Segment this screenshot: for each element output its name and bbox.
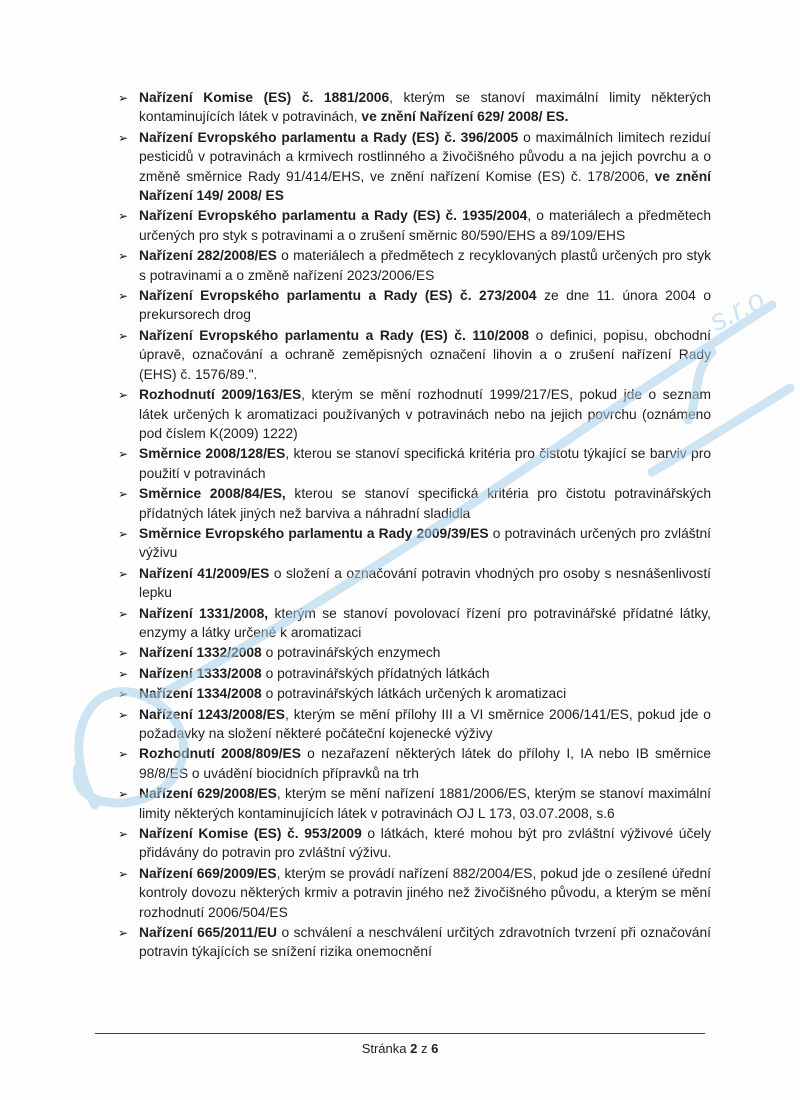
- arrow-bullet-icon: ➢: [118, 707, 129, 722]
- arrow-bullet-icon: ➢: [118, 866, 129, 881]
- list-item: [117, 444, 711, 483]
- list-item: [117, 484, 711, 523]
- item-text: o látkách, které mohou být pro zvláštní výživové účely přidávány do potravin pro zvláštní výživu.: [139, 826, 711, 861]
- list-item: [117, 524, 711, 563]
- list-item: [117, 128, 711, 206]
- item-text-bold: Směrnice 2008/84/ES,: [139, 486, 286, 502]
- item-text: o schválení a neschválení určitých zdravotních tvrzení při označování potravin týkajících se snížení rizika onemocnění: [139, 925, 711, 960]
- item-text: , kterým se mění přílohy III a VI směrnice 2006/141/ES, pokud jde o požadavky na složení některé počáteční kojenecké výživy: [139, 706, 711, 741]
- list-item: [117, 246, 711, 285]
- list-item: [117, 664, 711, 683]
- item-text-bold: Nařízení 41/2009/ES: [139, 565, 270, 581]
- footer-page-number: 2: [410, 1041, 418, 1056]
- arrow-bullet-icon: ➢: [118, 289, 129, 304]
- item-text: , kterým se mění nařízení 1881/2006/ES, kterým se stanoví maximální limity některých kontaminujících látek v potravinách OJ L 173, 03.07.2008, s.6: [139, 786, 712, 821]
- list-item: [117, 206, 711, 245]
- item-text: o potravinách určených pro zvláštní výživu: [139, 525, 711, 561]
- list-item: [117, 564, 711, 603]
- watermark-sro-text: s.r.o.: [704, 279, 778, 339]
- item-text-bold: Nařízení Evropského parlamentu a Rady (ES) č. 273/2004: [139, 288, 537, 304]
- item-text: o potravinářských enzymech: [261, 645, 441, 661]
- item-text-bold: Směrnice 2008/128/ES: [139, 446, 286, 462]
- item-text-bold: Nařízení 669/2009/ES: [139, 865, 277, 881]
- item-text-bold: Směrnice Evropského parlamentu a Rady 2009/39/ES: [139, 525, 489, 541]
- list-item: [117, 684, 711, 703]
- item-text-bold: Nařízení Evropského parlamentu a Rady (ES) č. 110/2008: [139, 327, 530, 343]
- list-item: [117, 385, 711, 443]
- arrow-bullet-icon: ➢: [118, 91, 129, 105]
- arrow-bullet-icon: ➢: [118, 526, 129, 541]
- footer-prefix: Stránka: [361, 1041, 411, 1056]
- arrow-bullet-icon: ➢: [118, 827, 129, 842]
- arrow-bullet-icon: ➢: [118, 249, 129, 264]
- page-content: [117, 88, 711, 963]
- item-text-bold: Nařízení 1334/2008: [139, 686, 262, 702]
- footer-total-pages: 6: [431, 1041, 439, 1056]
- item-text: o definici, popisu, obchodní úpravě, označování a ochraně zeměpisných označení lihovin a o zrušení nařízení Rady (EHS) č. 1576/89.".: [139, 327, 711, 382]
- item-text: kterou se stanoví specifická kritéria pro čistotu potravinářských přídatných látek jiných než barviva a náhradní sladidla: [139, 486, 711, 521]
- item-text: o potravinářských přídatných látkách: [261, 665, 490, 681]
- item-text-bold: Nařízení 1243/2008/ES: [139, 706, 286, 722]
- list-item: [117, 864, 711, 922]
- item-text: , kterým se provádí nařízení 882/2004/ES, pokud jde o zesílené úřední kontroly dovozu některých krmiv a potravin jiného než živočišného původu, a kterým se mění rozhodnutí 2006/504/ES: [139, 865, 711, 920]
- item-text: , kterou se stanoví specifická kritéria pro čistotu týkající se barviv pro použití v potravinách: [139, 446, 711, 481]
- list-item: [117, 784, 711, 823]
- list-item: [117, 824, 711, 863]
- list-item: [117, 604, 711, 643]
- item-text: kterým se stanoví povolovací řízení pro potravinářské přídatné látky, enzymy a látky určené k aromatizaci: [139, 605, 711, 640]
- list-item: [117, 88, 711, 127]
- item-text-bold: Nařízení Komise (ES) č. 1881/2006: [139, 90, 390, 105]
- item-text: , o materiálech a předmětech určených pro styk s potravinami a o zrušení směrnic 80/590/EHS a 89/109/EHS: [139, 208, 712, 243]
- list-item: [117, 705, 711, 744]
- arrow-bullet-icon: ➢: [118, 209, 129, 224]
- arrow-bullet-icon: ➢: [118, 687, 129, 702]
- item-text: o nezařazení některých látek do přílohy I, IA nebo IB směrnice 98/8/ES o uvádění biocidních přípravků na trh: [139, 746, 711, 781]
- arrow-bullet-icon: ➢: [118, 388, 129, 403]
- item-text: o složení a označování potravin vhodných pro osoby s nesnášenlivostí lepku: [139, 565, 711, 601]
- item-text-bold: Nařízení Komise (ES) č. 953/2009: [139, 826, 362, 842]
- item-text-bold: ve znění Nařízení 629/ 2008/ ES.: [361, 109, 569, 125]
- arrow-bullet-icon: ➢: [118, 646, 129, 661]
- list-item: [117, 923, 711, 962]
- item-text-bold: Nařízení 629/2008/ES: [139, 786, 277, 802]
- arrow-bullet-icon: ➢: [118, 787, 129, 802]
- item-text: o maximálních limitech reziduí pesticidů v potravinách a krmivech rostlinného a živočišného původu a na jejich povrchu a o změně směrnice Rady 91/414/EHS, ve znění nařízení Komise (ES) č. 178/2006,: [139, 129, 711, 184]
- item-text: o materiálech a předmětech z recyklovaných plastů určených pro styk s potravinami a o změně nařízení 2023/2006/ES: [139, 248, 712, 283]
- arrow-bullet-icon: ➢: [118, 666, 129, 681]
- item-text: o potravinářských látkách určených k aromatizaci: [261, 686, 567, 702]
- item-text-bold: Nařízení Evropského parlamentu a Rady (ES) č. 1935/2004: [139, 208, 528, 224]
- item-text-bold: Rozhodnutí 2009/163/ES: [139, 387, 302, 403]
- arrow-bullet-icon: ➢: [118, 447, 129, 462]
- arrow-bullet-icon: ➢: [118, 606, 129, 621]
- page-footer: [95, 1033, 705, 1056]
- item-text-bold: Nařízení 282/2008/ES: [139, 248, 277, 264]
- list-item: [117, 744, 711, 783]
- item-text: ze dne 11. února 2004 o prekursorech drog: [139, 288, 712, 323]
- item-text-bold: Nařízení Evropského parlamentu a Rady (ES) č. 396/2005: [139, 129, 519, 145]
- item-text-bold: Rozhodnutí 2008/809/ES: [139, 746, 301, 762]
- item-text: , kterým se stanoví maximální limity některých kontaminujících látek v potravinách,: [139, 90, 711, 125]
- footer-separator: z: [417, 1041, 432, 1056]
- arrow-bullet-icon: ➢: [118, 487, 129, 502]
- arrow-bullet-icon: ➢: [118, 328, 129, 343]
- item-text-bold: Nařízení 665/2011/EU: [139, 925, 277, 941]
- arrow-bullet-icon: ➢: [118, 747, 129, 762]
- arrow-bullet-icon: ➢: [118, 566, 129, 581]
- arrow-bullet-icon: ➢: [118, 926, 129, 941]
- item-text: , kterým se mění rozhodnutí 1999/217/ES, pokud jde o seznam látek určených k aromatizaci používaných v potravinách nebo na jejich povrchu (oznámeno pod číslem K(2009) 1222): [139, 387, 711, 441]
- arrow-bullet-icon: ➢: [118, 130, 129, 145]
- item-text-bold: Nařízení 1331/2008,: [139, 605, 269, 621]
- list-item: [117, 643, 711, 662]
- item-text-bold: ve znění Nařízení 149/ 2008/ ES: [139, 168, 711, 204]
- item-text-bold: Nařízení 1332/2008: [139, 645, 262, 661]
- list-item: [117, 326, 711, 384]
- regulation-list: [117, 88, 711, 962]
- list-item: [117, 286, 711, 325]
- item-text-bold: Nařízení 1333/2008: [139, 665, 262, 681]
